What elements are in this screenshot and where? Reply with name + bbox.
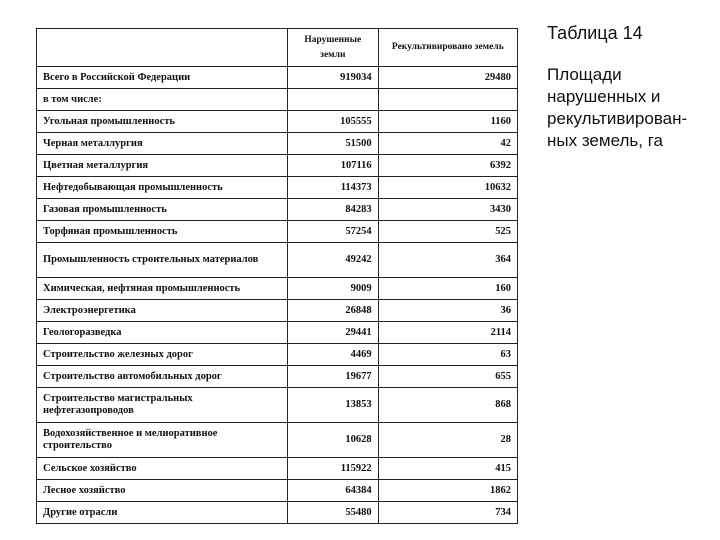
row-reclaimed: 868 (378, 388, 517, 423)
row-disturbed: 84283 (287, 199, 378, 221)
row-reclaimed: 364 (378, 243, 517, 278)
row-name: Другие отрасли (37, 502, 288, 524)
header-reclaimed: Рекультивировано земель (378, 29, 517, 67)
row-reclaimed: 3430 (378, 199, 517, 221)
table-caption: Площади нарушенных и рекультивирован-ных земель, га (547, 65, 688, 150)
row-name: Химическая, нефтяная промышленность (37, 278, 288, 300)
table-row (37, 322, 518, 344)
row-name: в том числе: (37, 89, 288, 111)
table-row (37, 458, 518, 480)
row-disturbed: 13853 (287, 388, 378, 423)
row-reclaimed: 28 (378, 423, 517, 458)
table-row (37, 423, 518, 458)
row-disturbed: 49242 (287, 243, 378, 278)
table-row (37, 67, 518, 89)
row-name: Угольная промышленность (37, 111, 288, 133)
row-disturbed: 9009 (287, 278, 378, 300)
row-disturbed (287, 89, 378, 111)
row-reclaimed: 29480 (378, 67, 517, 89)
row-name: Строительство железных дорог (37, 344, 288, 366)
table-row (37, 480, 518, 502)
table-number: Таблица 14 (547, 23, 643, 43)
row-disturbed: 64384 (287, 480, 378, 502)
row-disturbed: 115922 (287, 458, 378, 480)
row-disturbed: 4469 (287, 344, 378, 366)
row-reclaimed: 734 (378, 502, 517, 524)
table-row (37, 199, 518, 221)
row-reclaimed: 6392 (378, 155, 517, 177)
row-name: Черная металлургия (37, 133, 288, 155)
row-name: Цветная металлургия (37, 155, 288, 177)
row-disturbed: 55480 (287, 502, 378, 524)
table-row (37, 502, 518, 524)
table-row (37, 366, 518, 388)
row-reclaimed (378, 89, 517, 111)
row-disturbed: 105555 (287, 111, 378, 133)
row-disturbed: 919034 (287, 67, 378, 89)
row-name: Нефтедобывающая промышленность (37, 177, 288, 199)
land-table (36, 28, 518, 524)
row-reclaimed: 160 (378, 278, 517, 300)
row-reclaimed: 63 (378, 344, 517, 366)
row-reclaimed: 42 (378, 133, 517, 155)
table-row (37, 278, 518, 300)
row-name: Водохозяйственное и мелиоративное строительство (37, 423, 288, 458)
row-name: Строительство магистральных нефтегазопроводов (37, 388, 288, 423)
row-name: Лесное хозяйство (37, 480, 288, 502)
row-reclaimed: 415 (378, 458, 517, 480)
table-row (37, 133, 518, 155)
table-row (37, 155, 518, 177)
row-disturbed: 57254 (287, 221, 378, 243)
row-reclaimed: 2114 (378, 322, 517, 344)
row-disturbed: 26848 (287, 300, 378, 322)
row-name: Промышленность строительных материалов (37, 243, 288, 278)
row-name: Электроэнергетика (37, 300, 288, 322)
row-disturbed: 51500 (287, 133, 378, 155)
table-row (37, 111, 518, 133)
row-name: Сельское хозяйство (37, 458, 288, 480)
table-row (37, 243, 518, 278)
table-row (37, 177, 518, 199)
row-disturbed: 10628 (287, 423, 378, 458)
row-reclaimed: 525 (378, 221, 517, 243)
table-row (37, 388, 518, 423)
row-disturbed: 107116 (287, 155, 378, 177)
row-name: Газовая промышленность (37, 199, 288, 221)
row-disturbed: 114373 (287, 177, 378, 199)
table-row (37, 344, 518, 366)
table-header-row (37, 29, 518, 67)
row-name: Всего в Российской Федерации (37, 67, 288, 89)
header-disturbed: Нарушенные земли (287, 29, 378, 67)
row-disturbed: 19677 (287, 366, 378, 388)
row-reclaimed: 36 (378, 300, 517, 322)
row-disturbed: 29441 (287, 322, 378, 344)
row-name: Геологоразведка (37, 322, 288, 344)
row-reclaimed: 1160 (378, 111, 517, 133)
row-name: Строительство автомобильных дорог (37, 366, 288, 388)
row-reclaimed: 1862 (378, 480, 517, 502)
table-row (37, 89, 518, 111)
row-reclaimed: 10632 (378, 177, 517, 199)
table-row (37, 221, 518, 243)
table-row (37, 300, 518, 322)
row-reclaimed: 655 (378, 366, 517, 388)
row-name: Торфяная промышленность (37, 221, 288, 243)
header-cell-empty (37, 29, 288, 67)
